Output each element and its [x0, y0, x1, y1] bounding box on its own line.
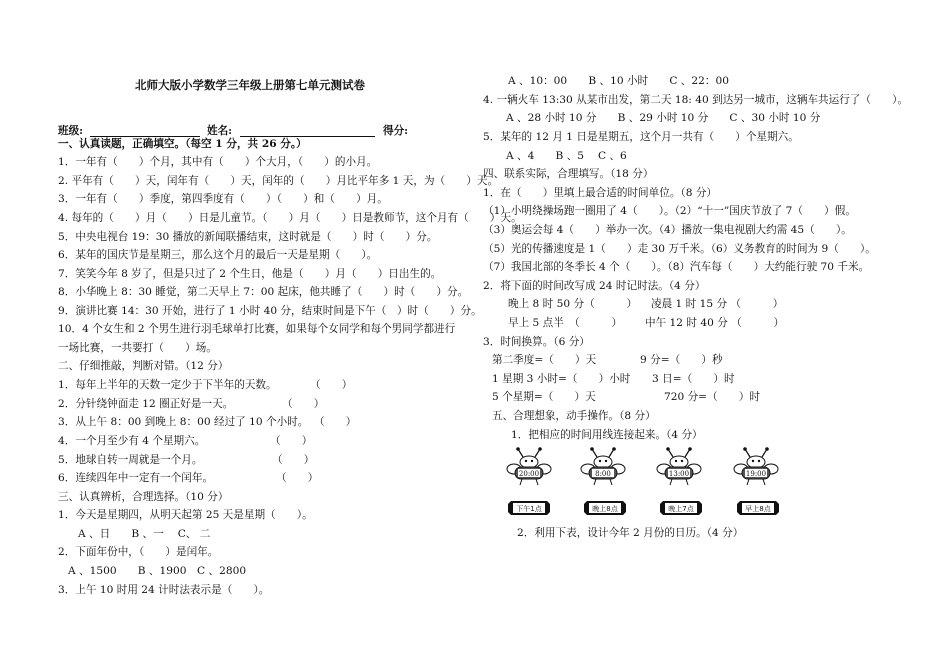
- time-badge-4-label: 早上8点: [745, 505, 771, 513]
- s4-part-2: 2．将下面的时间改写成 24 时记时法。（4 分）: [483, 280, 706, 292]
- s2-answer-2[interactable]: （ ）: [282, 398, 325, 410]
- s1-question-10-cont: 一场比赛，一共要打（ ）场。: [58, 342, 217, 354]
- s2-question-4: 4．一个月至少有 4 个星期六。: [58, 435, 206, 447]
- section2-heading: 二、仔细推敲，判断对错。（12 分）: [58, 360, 229, 372]
- s3-question-2: 2．下面年份中，（ ）是闰年。: [58, 546, 219, 558]
- s1-question-9: 9．演讲比赛 14：30 开始，进行了 1 小时 40 分，结束时间是下午（ ）时（ ）分。: [58, 305, 482, 317]
- s2-question-5: 5．地球自转一周就是一个月。: [58, 454, 203, 466]
- bee-clock-1-time: 20:00: [518, 470, 540, 478]
- s5-part-2: 2．利用下表，设计今年 2 月份的日历。（4 分）: [517, 527, 744, 539]
- s2-answer-3[interactable]: （ ）: [314, 416, 357, 428]
- class-label: 班级:: [58, 125, 84, 137]
- s3-question-4: 4. 一辆火车 13:30 从某市出发，第二天 18: 40 到达另一城市，这辆车共运行了（ ）。: [483, 94, 909, 106]
- bee-clock-1[interactable]: [506, 447, 552, 487]
- s1-question-4: 4. 每年的（ ）月（ ）日是儿童节。（ ）月（ ）日是教师节，这个月有（ ）天。: [58, 212, 522, 224]
- bee-clock-4[interactable]: [733, 447, 779, 487]
- s1-question-2: 2. 平年有（ ）天，闰年有（ ）天，闰年的（ ）月比平年多 1 天，为（ ）天。: [58, 175, 499, 187]
- s2-answer-1[interactable]: （ ）: [310, 379, 353, 391]
- s4-part-3-d: 3 日=（ ）时: [652, 373, 735, 385]
- s4-part-1-line-3: （5）光的传播速度是 1（ ）走 30 万千米。（6）义务教育的时间为 9（ ）。: [483, 243, 876, 255]
- s4-part-2-d: 中午 12 时 40 分 （ ）: [645, 317, 785, 329]
- s3-question-3: 3．上午 10 时用 24 计时法表示是（ ）。: [58, 584, 270, 596]
- bee-clock-4-time: 19:00: [745, 470, 767, 478]
- s3-question-1: 1．今天是星期四，从明天起第 25 天是星期（ ）。: [58, 509, 313, 521]
- s1-question-3: 3．一年有（ ）季度，第四季度有（ ）（ ）和（ ）月。: [58, 193, 388, 205]
- section4-heading: 四、联系实际，合理填写。（18 分）: [483, 168, 654, 180]
- s1-question-1: 1．一年有（ ）个月，其中有（ ）个大月，（ ）的小月。: [58, 156, 378, 168]
- section3-heading: 三、认真辨析，合理选择。（10 分）: [58, 491, 229, 503]
- s4-part-2-c: 早上 5 点半 （ ）: [508, 317, 623, 329]
- section1-heading: 一、认真读题，正确填空。（每空 1 分，共 26 分。）: [58, 138, 307, 150]
- s4-part-3-a: 第二季度=（ ）天: [492, 354, 597, 366]
- s2-answer-5[interactable]: （ ）: [272, 454, 315, 466]
- s2-question-1: 1．每年上半年的天数一定少于下半年的天数。: [58, 379, 277, 391]
- s1-question-7: 7．笑笑今年 8 岁了，但是只过了 2 个生日，他是（ ）月（ ）日出生的。: [58, 268, 442, 280]
- s4-part-2-b: 凌晨 1 时 15 分 （ ）: [651, 298, 784, 310]
- s3-options-5: A 、4 B 、5 C 、6: [506, 150, 627, 162]
- time-badge-2-label: 晚上8点: [592, 505, 618, 513]
- s3-options-4: A 、28 小时 10 分 B 、29 小时 10 分 C 、30 小时 10 分: [506, 112, 821, 124]
- s3-question-5: 5．某年的 12 月 1 日是星期五，这个月一共有（ ）个星期六。: [483, 131, 799, 143]
- s3-options-2: A 、1500 B 、1900 C 、2800: [68, 565, 247, 577]
- s4-part-3-b: 9 分=（ ）秒: [640, 354, 723, 366]
- s1-question-8: 8．小华晚上 8：30 睡觉，第二天早上 7：00 起床，他共睡了（ ）时（ ）分。: [58, 286, 469, 298]
- s1-question-6: 6．某年的国庆节是星期三，那么这个月的最后一天是星期（ ）。: [58, 249, 378, 261]
- s4-part-3-f: 720 分=（ ）时: [664, 391, 761, 403]
- s2-answer-6[interactable]: （ ）: [276, 472, 319, 484]
- s4-part-1-line-4: （7）我国北部的冬季长 4 个（ ）。（8）汽车每（ ）大约能行驶 70 千米。: [483, 261, 870, 273]
- s2-question-6: 6．连续四年中一定有一个闰年。: [58, 472, 214, 484]
- class-blank[interactable]: [90, 136, 200, 137]
- time-badge-1-label: 下午1点: [516, 505, 542, 513]
- s4-part-1: 1．在（ ）里填上最合适的时间单位。（8 分）: [483, 187, 718, 199]
- time-badge-3-label: 晚上7点: [668, 505, 694, 513]
- s3-options-3: A 、10：00 B 、10 小时 C 、22：00: [508, 75, 729, 87]
- bee-clock-3-time: 13:00: [668, 470, 690, 478]
- bee-clock-2-time: 8:00: [595, 470, 611, 478]
- time-badge-1[interactable]: [507, 499, 551, 517]
- time-badge-3[interactable]: [659, 499, 703, 517]
- s4-part-2-a: 晚上 8 时 50 分（ ）: [508, 298, 638, 310]
- s5-part-1: 1．把相应的时间用线连接起来。（4 分）: [511, 429, 703, 441]
- page-title: 北师大版小学数学三年级上册第七单元测试卷: [135, 78, 365, 92]
- name-label: 姓名:: [207, 125, 233, 137]
- bee-clock-2[interactable]: [580, 447, 626, 487]
- name-blank[interactable]: [240, 136, 375, 137]
- s2-question-2: 2．分针绕钟面走 12 圈正好是一天。: [58, 398, 234, 410]
- s2-answer-4[interactable]: （ ）: [270, 435, 313, 447]
- s4-part-1-line-1: （1）小明绕操场跑一圈用了 4（ ）。（2）“十一”国庆节放了 7（ ）假。: [483, 205, 856, 217]
- bee-clock-3[interactable]: [656, 447, 702, 487]
- s4-part-3: 3．时间换算。（6 分）: [483, 336, 590, 348]
- time-badge-4[interactable]: [736, 499, 780, 517]
- s4-part-3-c: 1 星期 3 小时=（ ）小时: [492, 373, 631, 385]
- s4-part-1-line-2: （3）奥运会每 4（ ）举办一次。（4）播放一集电视剧大约需 45（ ）。: [483, 224, 852, 236]
- section5-heading: 五、合理想象，动手操作。（8 分）: [492, 410, 656, 422]
- s2-question-3: 3．从上午 8：00 到晚上 8：00 经过了 10 个小时。: [58, 416, 309, 428]
- score-label: 得分:: [383, 125, 409, 137]
- s1-question-5: 5．中央电视台 19：30 播放的新闻联播结束，这时就是（ ）时（ ）分。: [58, 231, 438, 243]
- s1-question-10: 10．4 个女生和 2 个男生进行羽毛球单打比赛，如果每个女同学和每个男同学都进行: [58, 323, 456, 335]
- time-badge-2[interactable]: [583, 499, 627, 517]
- s4-part-3-e: 5 个星期=（ ）天: [492, 391, 596, 403]
- s3-options-1: A 、日 B 、一 C、 二: [78, 528, 211, 540]
